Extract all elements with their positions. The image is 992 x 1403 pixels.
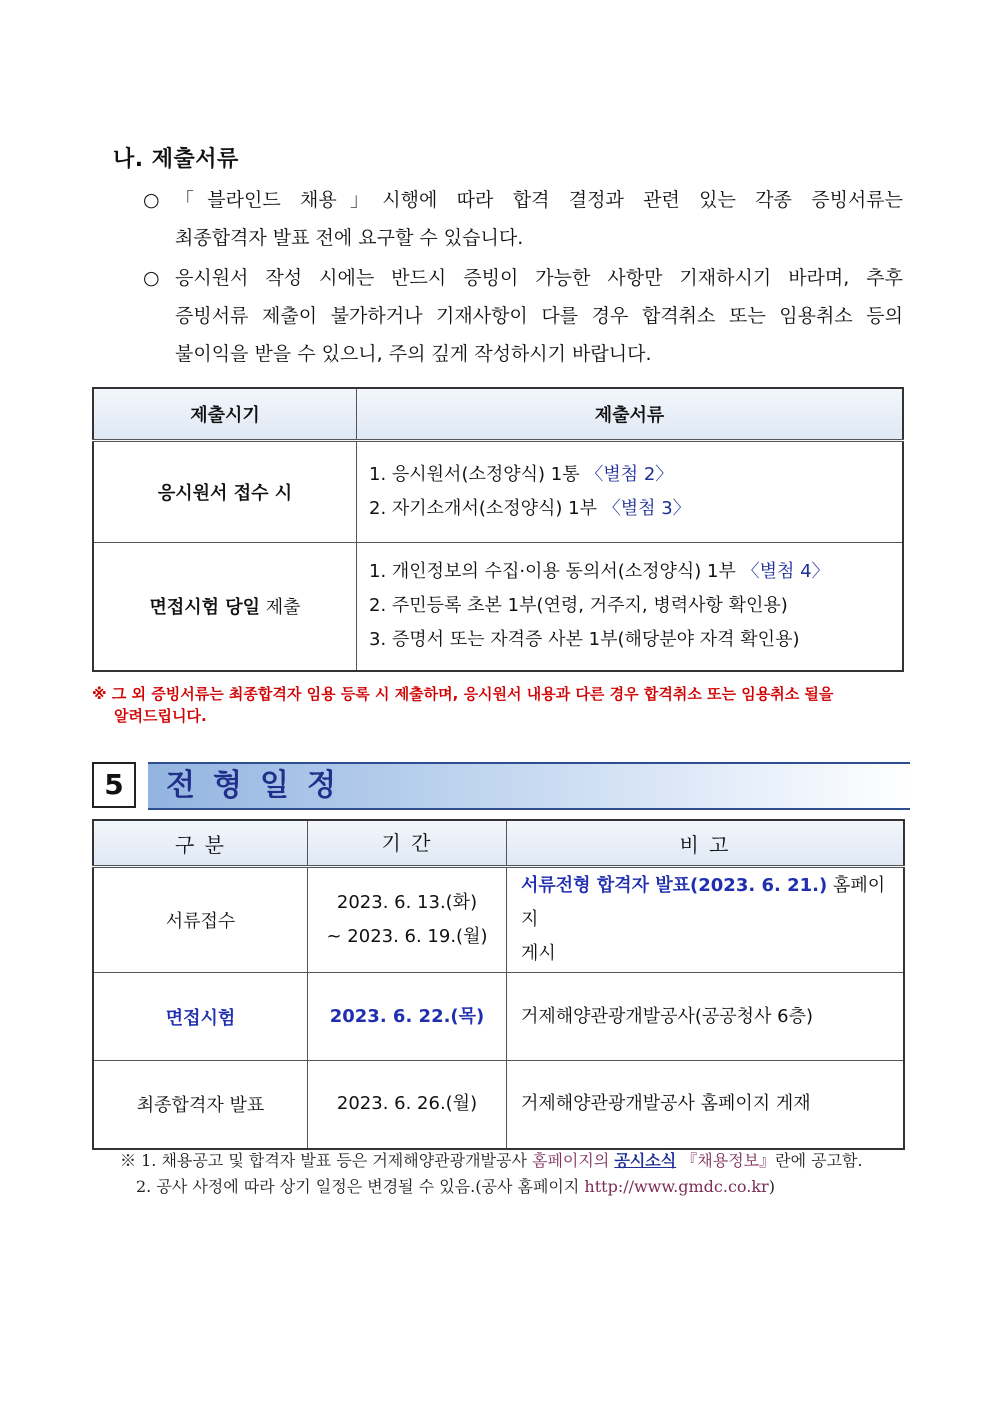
bullet-item-1 bbox=[143, 181, 903, 257]
table-header-remarks: 비 고 bbox=[507, 820, 905, 867]
bullet-text-2 bbox=[175, 259, 903, 373]
table-row bbox=[93, 543, 903, 671]
section-heading-na: 나. 제출서류 bbox=[113, 147, 239, 172]
bullet-line: 불이익을 받을 수 있으니, 주의 깊게 작성하시기 바랍니다. bbox=[175, 343, 652, 365]
red-notice-line: 알려드립니다. bbox=[114, 707, 207, 725]
bullet-line: 「블라인드 채용」시행에 따라 합격 결정과 관련 있는 각종 증빙서류는 bbox=[175, 189, 903, 211]
bullet-item-2 bbox=[143, 259, 903, 373]
section-title-bar bbox=[148, 762, 910, 810]
table-header-timing: 제출시기 bbox=[93, 388, 357, 441]
timing-cell: 면접시험 당일 제출 bbox=[93, 543, 357, 671]
schedule-table bbox=[92, 819, 905, 1150]
footnote-1: ※ 1. 채용공고 및 합격자 발표 등은 거제해양관광개발공사 홈페이지의 공시소식 『채용정보』란에 공고함. bbox=[120, 1151, 863, 1170]
circle-bullet-icon: ○ bbox=[143, 267, 160, 289]
section-number-box: 5 bbox=[92, 762, 136, 808]
table-header-stage: 구 분 bbox=[93, 820, 308, 867]
bullet-line: 응시원서 작성 시에는 반드시 증빙이 가능한 사항만 기재하시기 바라며, 추후 bbox=[175, 267, 903, 289]
table-header-documents: 제출서류 bbox=[357, 388, 904, 441]
attachment-ref: 〈별첨 3〉 bbox=[602, 498, 691, 519]
document-item: 3. 증명서 또는 자격증 사본 1부(해당분야 자격 확인용) bbox=[369, 629, 800, 651]
document-item: 2. 주민등록 초본 1부(연령, 거주지, 병력사항 확인용) bbox=[369, 595, 788, 617]
timing-cell: 응시원서 접수 시 bbox=[93, 441, 357, 543]
document-item: 2. 자기소개서(소정양식) 1부 〈별첨 3〉 bbox=[369, 498, 691, 519]
bullet-line: 최종합격자 발표 전에 요구할 수 있습니다. bbox=[175, 227, 524, 249]
documents-cell bbox=[357, 543, 904, 671]
attachment-ref: 〈별첨 2〉 bbox=[585, 464, 674, 485]
bullet-text-1 bbox=[175, 181, 903, 257]
period-cell: 2023. 6. 26.(월) bbox=[308, 1061, 507, 1149]
circle-bullet-icon: ○ bbox=[143, 189, 160, 211]
document-item: 1. 응시원서(소정양식) 1통 〈별첨 2〉 bbox=[369, 464, 674, 485]
stage-cell: 서류접수 bbox=[93, 867, 308, 973]
remarks-cell: 서류전형 합격자 발표(2023. 6. 21.) 홈페이지 게시 bbox=[507, 867, 905, 973]
remarks-cell: 거제해양관광개발공사 홈페이지 게재 bbox=[507, 1061, 905, 1149]
table-row bbox=[93, 1061, 904, 1149]
table-row bbox=[93, 973, 904, 1061]
red-notice bbox=[92, 683, 904, 727]
documents-cell bbox=[357, 441, 904, 543]
homepage-url-link[interactable]: http://www.gmdc.co.kr bbox=[584, 1177, 769, 1196]
section-title: 전형일정 bbox=[166, 768, 354, 803]
stage-cell: 최종합격자 발표 bbox=[93, 1061, 308, 1149]
red-notice-line: ※ 그 외 증빙서류는 최종합격자 임용 등록 시 제출하며, 응시원서 내용과 다른 경우 합격취소 또는 임용취소 될을 bbox=[92, 685, 834, 703]
table-row bbox=[93, 867, 904, 973]
period-cell: 2023. 6. 13.(화) ~ 2023. 6. 19.(월) bbox=[308, 867, 507, 973]
stage-cell: 면접시험 bbox=[93, 973, 308, 1061]
footnote-2: 2. 공사 사정에 따라 상기 일정은 변경될 수 있음.(공사 홈페이지 http://www.gmdc.co.kr) bbox=[136, 1177, 775, 1196]
document-item: 1. 개인정보의 수집·이용 동의서(소정양식) 1부 〈별첨 4〉 bbox=[369, 561, 830, 583]
notice-link[interactable]: 공시소식 bbox=[614, 1151, 677, 1170]
bullet-line: 증빙서류 제출이 불가하거나 기재사항이 다를 경우 합격취소 또는 임용취소 등의 bbox=[175, 305, 903, 327]
table-header-period: 기 간 bbox=[308, 820, 507, 867]
table-header-row bbox=[93, 388, 903, 441]
remarks-cell: 거제해양관광개발공사(공공청사 6층) bbox=[507, 973, 905, 1061]
table-header-row bbox=[93, 820, 904, 867]
attachment-ref: 〈별첨 4〉 bbox=[741, 561, 830, 583]
submission-documents-table bbox=[92, 387, 904, 672]
table-row bbox=[93, 441, 903, 543]
period-cell: 2023. 6. 22.(목) bbox=[308, 973, 507, 1061]
